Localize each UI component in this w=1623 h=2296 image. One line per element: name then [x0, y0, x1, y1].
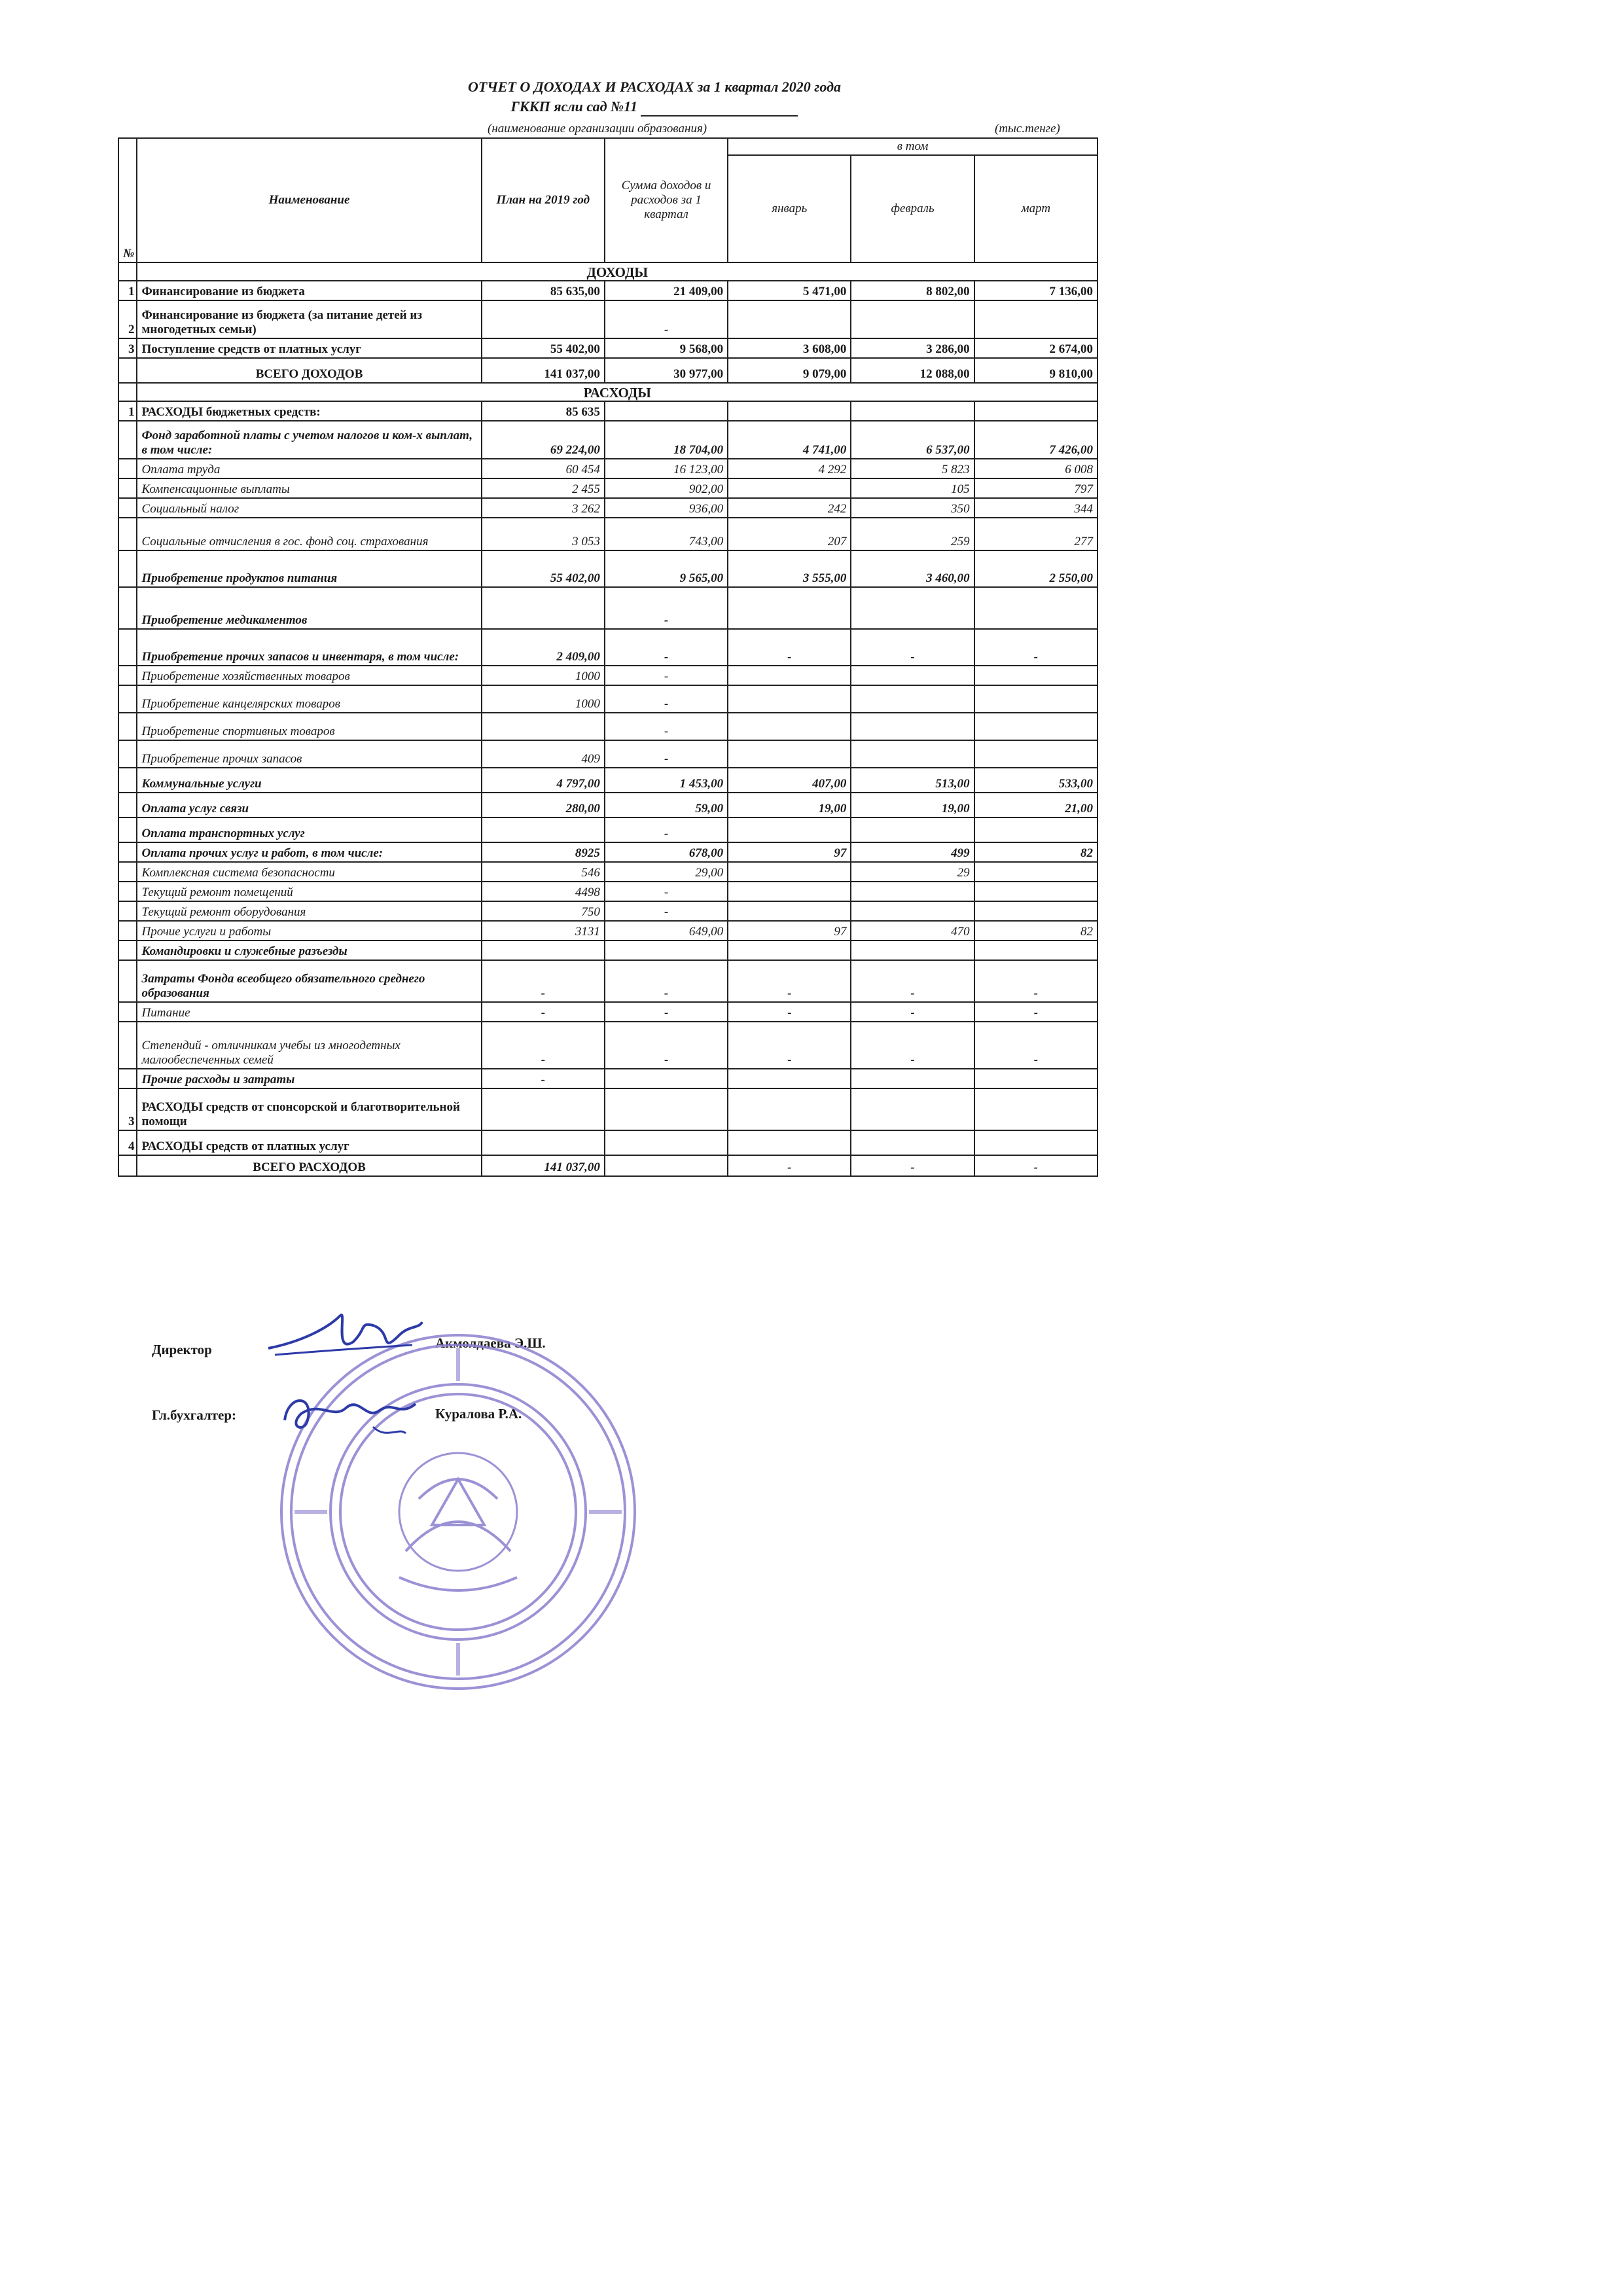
cell-m2: 470 — [851, 921, 974, 941]
table-row — [118, 1088, 1097, 1130]
cell-m3: 797 — [974, 478, 1097, 498]
director-name: Акмолдаева Э.Ш. — [435, 1335, 546, 1351]
org-underline — [641, 102, 798, 117]
table-row — [118, 421, 1097, 459]
table-row — [118, 550, 1097, 587]
cell-plan — [482, 1088, 605, 1130]
row-num — [118, 713, 137, 740]
row-name: Приобретение прочих запасов — [137, 740, 481, 768]
cell-sum — [605, 401, 728, 421]
cell-m2 — [851, 713, 974, 740]
cell-m2: 6 537,00 — [851, 421, 974, 459]
accountant-signature — [275, 1381, 425, 1446]
cell-sum: 16 123,00 — [605, 459, 728, 478]
row-name: Коммунальные услуги — [137, 768, 481, 793]
row-num — [118, 666, 137, 685]
table-row — [118, 498, 1097, 518]
cell-m1: - — [728, 1022, 851, 1069]
cell-sum: 902,00 — [605, 478, 728, 498]
cell-plan: 546 — [482, 862, 605, 882]
section-expense-label: РАСХОДЫ — [137, 383, 1097, 401]
row-name: Текущий ремонт оборудования — [137, 901, 481, 921]
row-num — [118, 1069, 137, 1088]
table-row — [118, 882, 1097, 901]
cell-sum — [605, 1069, 728, 1088]
col-plan-header: План на 2019 год — [482, 138, 605, 262]
cell-plan: 3131 — [482, 921, 605, 941]
table-row — [118, 300, 1097, 338]
cell-m3: 277 — [974, 518, 1097, 550]
cell-m2: 259 — [851, 518, 974, 550]
cell-plan: 60 454 — [482, 459, 605, 478]
row-name: Приобретение хозяйственных товаров — [137, 666, 481, 685]
table-row — [118, 1069, 1097, 1088]
table-body — [118, 262, 1097, 1176]
cell-sum: - — [605, 629, 728, 666]
cell-plan: 3 053 — [482, 518, 605, 550]
row-name: РАСХОДЫ средств от платных услуг — [137, 1130, 481, 1155]
cell-plan: - — [482, 960, 605, 1002]
empty-cell — [118, 358, 137, 383]
expense-total-row — [118, 1155, 1097, 1176]
cell-sum: 9 565,00 — [605, 550, 728, 587]
cell-sum: - — [605, 1002, 728, 1022]
table-row — [118, 1022, 1097, 1069]
cell-m3: 533,00 — [974, 768, 1097, 793]
row-name: Комплексная система безопасности — [137, 862, 481, 882]
cell-sum: - — [605, 882, 728, 901]
row-num — [118, 459, 137, 478]
row-num — [118, 882, 137, 901]
row-num — [118, 817, 137, 842]
cell-m1 — [728, 1069, 851, 1088]
cell-m3 — [974, 300, 1097, 338]
row-num: 2 — [118, 300, 137, 338]
col-jan-header: январь — [728, 155, 851, 262]
cell-m1: 19,00 — [728, 793, 851, 817]
row-name: Оплата услуг связи — [137, 793, 481, 817]
cell-sum — [605, 1130, 728, 1155]
row-name: Приобретение продуктов питания — [137, 550, 481, 587]
cell-sum: 59,00 — [605, 793, 728, 817]
row-num — [118, 1022, 137, 1069]
cell-m1: 207 — [728, 518, 851, 550]
row-name: Приобретение спортивных товаров — [137, 713, 481, 740]
cell-sum: 29,00 — [605, 862, 728, 882]
org-text: ГККП ясли сад №11 — [510, 98, 637, 115]
cell-m2 — [851, 300, 974, 338]
cell-m2: - — [851, 1022, 974, 1069]
cell-plan: 2 455 — [482, 478, 605, 498]
cell-sum — [605, 1088, 728, 1130]
cell-plan: 55 402,00 — [482, 338, 605, 358]
row-name: Степендий - отличникам учебы из многодетных малообеспеченных семей — [137, 1022, 481, 1069]
cell-plan: - — [482, 1022, 605, 1069]
cell-m3 — [974, 882, 1097, 901]
table-row — [118, 629, 1097, 666]
row-num: 1 — [118, 401, 137, 421]
table-row — [118, 685, 1097, 713]
row-num — [118, 1002, 137, 1022]
cell-m3 — [974, 1088, 1097, 1130]
row-num — [118, 685, 137, 713]
row-num — [118, 941, 137, 960]
cell-m3 — [974, 685, 1097, 713]
cell-sum: - — [605, 960, 728, 1002]
cell-m1 — [728, 882, 851, 901]
cell-m1 — [728, 666, 851, 685]
row-name: Оплата труда — [137, 459, 481, 478]
cell-sum: 936,00 — [605, 498, 728, 518]
cell-plan: 85 635 — [482, 401, 605, 421]
cell-m2: 3 460,00 — [851, 550, 974, 587]
cell-sum: - — [605, 1022, 728, 1069]
cell-m3 — [974, 1130, 1097, 1155]
cell-m3 — [974, 862, 1097, 882]
total-m2: 12 088,00 — [851, 358, 974, 383]
cell-m1: 3 555,00 — [728, 550, 851, 587]
cell-m3: 2 550,00 — [974, 550, 1097, 587]
table-row — [118, 587, 1097, 629]
cell-m1: - — [728, 1002, 851, 1022]
cell-sum: - — [605, 300, 728, 338]
cell-plan — [482, 817, 605, 842]
cell-m3 — [974, 901, 1097, 921]
total-plan: 141 037,00 — [482, 358, 605, 383]
row-name: Оплата прочих услуг и работ, в том числе: — [137, 842, 481, 862]
cell-m2: - — [851, 1002, 974, 1022]
row-num — [118, 960, 137, 1002]
cell-sum: 1 453,00 — [605, 768, 728, 793]
row-num: 3 — [118, 1088, 137, 1130]
table-row — [118, 793, 1097, 817]
row-name: Фонд заработной платы с учетом налогов и ком-х выплат, в том числе: — [137, 421, 481, 459]
row-num — [118, 498, 137, 518]
cell-m3: 82 — [974, 842, 1097, 862]
cell-plan — [482, 587, 605, 629]
cell-m2 — [851, 901, 974, 921]
cell-m2: 513,00 — [851, 768, 974, 793]
cell-plan: 1000 — [482, 685, 605, 713]
cell-m2: 3 286,00 — [851, 338, 974, 358]
cell-m3 — [974, 1069, 1097, 1088]
cell-m2 — [851, 401, 974, 421]
row-num — [118, 921, 137, 941]
row-name: Питание — [137, 1002, 481, 1022]
row-name: Приобретение канцелярских товаров — [137, 685, 481, 713]
table-row — [118, 1002, 1097, 1022]
cell-plan: 2 409,00 — [482, 629, 605, 666]
total-m3: 9 810,00 — [974, 358, 1097, 383]
cell-m1: - — [728, 960, 851, 1002]
cell-plan: - — [482, 1002, 605, 1022]
cell-m2 — [851, 587, 974, 629]
row-name: Социальные отчисления в гос. фонд соц. страхования — [137, 518, 481, 550]
cell-m1 — [728, 401, 851, 421]
cell-sum: - — [605, 713, 728, 740]
cell-m2: 8 802,00 — [851, 281, 974, 300]
cell-m1 — [728, 587, 851, 629]
cell-m1 — [728, 478, 851, 498]
col-mar-header: март — [974, 155, 1097, 262]
cell-m3: 2 674,00 — [974, 338, 1097, 358]
table-row — [118, 459, 1097, 478]
cell-m3 — [974, 713, 1097, 740]
cell-m3: 7 426,00 — [974, 421, 1097, 459]
total-name: ВСЕГО ДОХОДОВ — [137, 358, 481, 383]
table-row — [118, 901, 1097, 921]
cell-m2 — [851, 1130, 974, 1155]
table-row — [118, 960, 1097, 1002]
cell-plan: 280,00 — [482, 793, 605, 817]
row-name: Приобретение прочих запасов и инвентаря, в том числе: — [137, 629, 481, 666]
table-row — [118, 478, 1097, 498]
director-label: Директор — [152, 1342, 212, 1357]
report-table — [118, 137, 1098, 1177]
section-expense — [118, 383, 1097, 401]
row-num — [118, 550, 137, 587]
col-group-header: в том — [728, 138, 1097, 155]
cell-plan: - — [482, 1069, 605, 1088]
col-feb-header: февраль — [851, 155, 974, 262]
cell-plan: 85 635,00 — [482, 281, 605, 300]
row-name: Финансирование из бюджета — [137, 281, 481, 300]
accountant-label: Гл.бухгалтер: — [152, 1407, 237, 1423]
cell-m2 — [851, 1069, 974, 1088]
row-num — [118, 793, 137, 817]
cell-plan — [482, 1130, 605, 1155]
row-num — [118, 842, 137, 862]
table-row — [118, 817, 1097, 842]
cell-m1 — [728, 713, 851, 740]
row-name: Социальный налог — [137, 498, 481, 518]
table-row — [118, 941, 1097, 960]
cell-m1: 3 608,00 — [728, 338, 851, 358]
cell-m2 — [851, 685, 974, 713]
cell-m2: - — [851, 960, 974, 1002]
cell-m3: 82 — [974, 921, 1097, 941]
cell-plan: 3 262 — [482, 498, 605, 518]
cell-plan: 4498 — [482, 882, 605, 901]
cell-sum: 743,00 — [605, 518, 728, 550]
cell-m2: 499 — [851, 842, 974, 862]
cell-m1 — [728, 1088, 851, 1130]
table-row — [118, 518, 1097, 550]
cell-m1: 4 741,00 — [728, 421, 851, 459]
cell-m3: - — [974, 1002, 1097, 1022]
row-num: 3 — [118, 338, 137, 358]
cell-sum: 18 704,00 — [605, 421, 728, 459]
cell-m3: - — [974, 960, 1097, 1002]
cell-m2: 350 — [851, 498, 974, 518]
org-name — [393, 97, 916, 117]
row-num — [118, 862, 137, 882]
cell-m3 — [974, 941, 1097, 960]
cell-m3: 344 — [974, 498, 1097, 518]
cell-sum: 649,00 — [605, 921, 728, 941]
cell-m1 — [728, 1130, 851, 1155]
cell-sum: - — [605, 901, 728, 921]
table-row — [118, 842, 1097, 862]
cell-m1: 97 — [728, 842, 851, 862]
cell-m3 — [974, 666, 1097, 685]
total-sum — [605, 1155, 728, 1176]
cell-m3 — [974, 587, 1097, 629]
cell-plan: 1000 — [482, 666, 605, 685]
report-title — [393, 77, 916, 117]
total-sum: 30 977,00 — [605, 358, 728, 383]
col-name-header: Наименование — [137, 138, 481, 262]
section-income-label: ДОХОДЫ — [137, 262, 1097, 281]
table-row — [118, 862, 1097, 882]
cell-sum: - — [605, 740, 728, 768]
table-row — [118, 401, 1097, 421]
table-row — [118, 666, 1097, 685]
row-num — [118, 768, 137, 793]
cell-m3: 7 136,00 — [974, 281, 1097, 300]
cell-sum: 678,00 — [605, 842, 728, 862]
cell-m1 — [728, 901, 851, 921]
total-name: ВСЕГО РАСХОДОВ — [137, 1155, 481, 1176]
row-num — [118, 478, 137, 498]
cell-sum: - — [605, 685, 728, 713]
table-row — [118, 1130, 1097, 1155]
cell-sum — [605, 941, 728, 960]
empty-cell — [118, 1155, 137, 1176]
cell-m3: - — [974, 629, 1097, 666]
cell-plan: 409 — [482, 740, 605, 768]
row-num — [118, 518, 137, 550]
cell-plan: 69 224,00 — [482, 421, 605, 459]
total-m3: - — [974, 1155, 1097, 1176]
cell-m2 — [851, 1088, 974, 1130]
cell-m1: 97 — [728, 921, 851, 941]
cell-sum: - — [605, 587, 728, 629]
cell-sum: - — [605, 817, 728, 842]
cell-m3 — [974, 401, 1097, 421]
row-name: Прочие услуги и работы — [137, 921, 481, 941]
cell-plan — [482, 941, 605, 960]
row-num: 4 — [118, 1130, 137, 1155]
cell-m1 — [728, 862, 851, 882]
cell-m2: - — [851, 629, 974, 666]
cell-m2 — [851, 666, 974, 685]
cell-m3: - — [974, 1022, 1097, 1069]
table-row — [118, 740, 1097, 768]
col-sum-header: Сумма доходов и расходов за 1 квартал — [605, 138, 728, 262]
org-note: (наименование организации образования) — [488, 122, 707, 135]
cell-sum: 21 409,00 — [605, 281, 728, 300]
cell-plan — [482, 713, 605, 740]
table-row — [118, 713, 1097, 740]
cell-m1 — [728, 685, 851, 713]
cell-m2: 19,00 — [851, 793, 974, 817]
row-name: Компенсационные выплаты — [137, 478, 481, 498]
cell-m2 — [851, 740, 974, 768]
row-num — [118, 587, 137, 629]
cell-m1: 242 — [728, 498, 851, 518]
col-num-header: № — [118, 138, 137, 262]
total-m2: - — [851, 1155, 974, 1176]
cell-m1 — [728, 300, 851, 338]
cell-m1 — [728, 817, 851, 842]
table-row — [118, 281, 1097, 300]
cell-m2: 5 823 — [851, 459, 974, 478]
cell-plan: 750 — [482, 901, 605, 921]
row-name: Командировки и служебные разъезды — [137, 941, 481, 960]
row-name: Приобретение медикаментов — [137, 587, 481, 629]
empty-cell — [118, 383, 137, 401]
cell-m3: 21,00 — [974, 793, 1097, 817]
empty-cell — [118, 262, 137, 281]
total-m1: - — [728, 1155, 851, 1176]
cell-m1: 407,00 — [728, 768, 851, 793]
cell-plan — [482, 300, 605, 338]
cell-m3: 6 008 — [974, 459, 1097, 478]
cell-sum: - — [605, 666, 728, 685]
row-num: 1 — [118, 281, 137, 300]
cell-m2 — [851, 941, 974, 960]
row-num — [118, 740, 137, 768]
row-name: Поступление средств от платных услуг — [137, 338, 481, 358]
cell-m3 — [974, 817, 1097, 842]
row-name: Затраты Фонда всеобщего обязательного среднего образования — [137, 960, 481, 1002]
cell-m1: - — [728, 629, 851, 666]
title-text: ОТЧЕТ О ДОХОДАХ И РАСХОДАХ за 1 квартал 2020 года — [467, 79, 842, 95]
cell-m2 — [851, 817, 974, 842]
cell-sum: 9 568,00 — [605, 338, 728, 358]
table-row — [118, 338, 1097, 358]
cell-plan: 4 797,00 — [482, 768, 605, 793]
table-row — [118, 921, 1097, 941]
cell-m1: 4 292 — [728, 459, 851, 478]
total-plan: 141 037,00 — [482, 1155, 605, 1176]
cell-plan: 8925 — [482, 842, 605, 862]
row-name: РАСХОДЫ средств от спонсорской и благотворительной помощи — [137, 1088, 481, 1130]
cell-m2 — [851, 882, 974, 901]
cell-plan: 55 402,00 — [482, 550, 605, 587]
row-name: Оплата транспортных услуг — [137, 817, 481, 842]
row-name: Прочие расходы и затраты — [137, 1069, 481, 1088]
units-note: (тыс.тенге) — [995, 122, 1060, 135]
total-m1: 9 079,00 — [728, 358, 851, 383]
accountant-name: Куралова Р.А. — [435, 1406, 522, 1422]
row-num — [118, 421, 137, 459]
cell-m1 — [728, 941, 851, 960]
row-name: Текущий ремонт помещений — [137, 882, 481, 901]
income-total-row — [118, 358, 1097, 383]
director-signature — [262, 1302, 425, 1374]
cell-m2: 105 — [851, 478, 974, 498]
section-income — [118, 262, 1097, 281]
cell-m2: 29 — [851, 862, 974, 882]
row-num — [118, 629, 137, 666]
row-name: РАСХОДЫ бюджетных средств: — [137, 401, 481, 421]
row-num — [118, 901, 137, 921]
cell-m1: 5 471,00 — [728, 281, 851, 300]
cell-m3 — [974, 740, 1097, 768]
table-row — [118, 768, 1097, 793]
cell-m1 — [728, 740, 851, 768]
row-name: Финансирование из бюджета (за питание детей из многодетных семьи) — [137, 300, 481, 338]
